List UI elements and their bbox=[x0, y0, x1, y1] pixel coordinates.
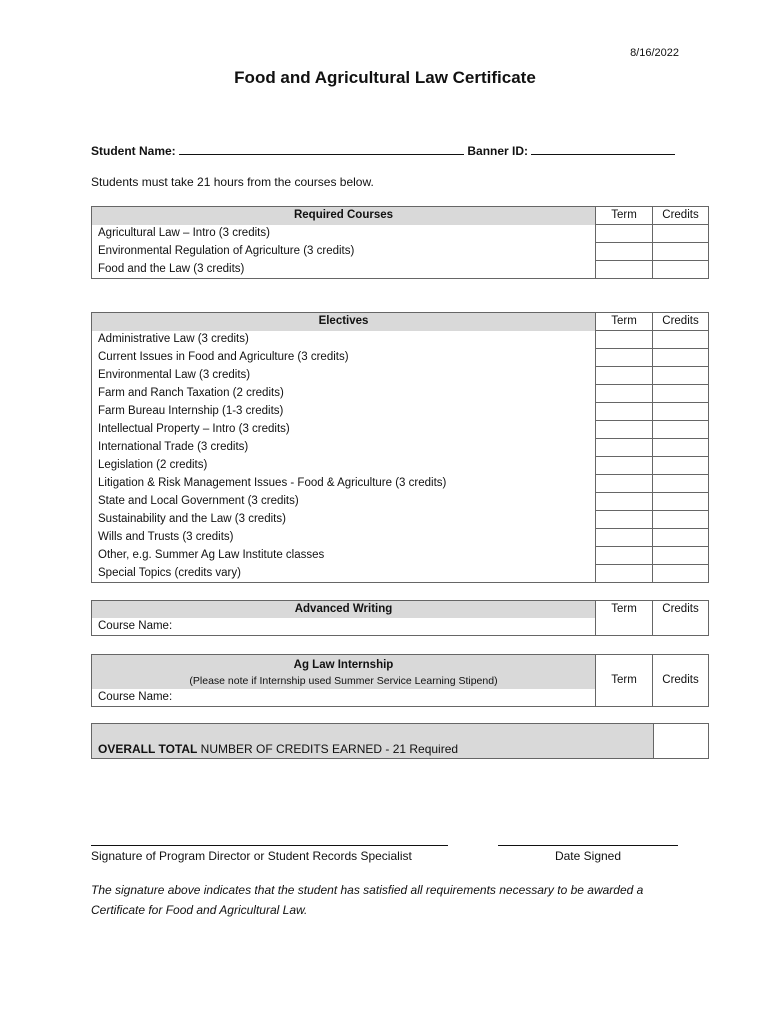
credits-cell[interactable] bbox=[653, 261, 709, 279]
course-name: Current Issues in Food and Agriculture (3 credits) bbox=[92, 349, 596, 367]
course-name: Administrative Law (3 credits) bbox=[92, 331, 596, 349]
intro-text: Students must take 21 hours from the courses below. bbox=[91, 175, 374, 189]
course-name: Farm Bureau Internship (1-3 credits) bbox=[92, 403, 596, 421]
credits-cell[interactable] bbox=[653, 403, 709, 421]
term-cell[interactable] bbox=[596, 493, 653, 511]
course-row bbox=[92, 331, 709, 349]
required-courses-table bbox=[91, 206, 709, 279]
term-cell[interactable] bbox=[596, 529, 653, 547]
student-fields bbox=[91, 142, 675, 158]
course-name: Other, e.g. Summer Ag Law Institute classes bbox=[92, 547, 596, 565]
overall-total-rest: NUMBER OF CREDITS EARNED - 21 Required bbox=[197, 742, 459, 756]
course-row bbox=[92, 529, 709, 547]
term-header: Term bbox=[596, 655, 653, 707]
credits-cell[interactable] bbox=[653, 349, 709, 367]
document-date: 8/16/2022 bbox=[630, 47, 679, 59]
term-cell[interactable] bbox=[596, 349, 653, 367]
term-cell[interactable] bbox=[596, 225, 653, 243]
course-row bbox=[92, 475, 709, 493]
term-cell[interactable] bbox=[596, 261, 653, 279]
course-row bbox=[92, 565, 709, 583]
course-name: International Trade (3 credits) bbox=[92, 439, 596, 457]
course-row bbox=[92, 349, 709, 367]
course-row bbox=[92, 243, 709, 261]
course-name: Environmental Law (3 credits) bbox=[92, 367, 596, 385]
internship-table bbox=[91, 654, 709, 707]
advanced-writing-table bbox=[91, 600, 709, 636]
overall-total-bold: OVERALL TOTAL bbox=[98, 742, 198, 756]
course-name: Farm and Ranch Taxation (2 credits) bbox=[92, 385, 596, 403]
credits-header: Credits bbox=[653, 601, 709, 636]
credits-cell[interactable] bbox=[653, 385, 709, 403]
term-cell[interactable] bbox=[596, 367, 653, 385]
course-row bbox=[92, 385, 709, 403]
term-cell[interactable] bbox=[596, 331, 653, 349]
student-name-label: Student Name: bbox=[91, 144, 176, 158]
course-row bbox=[92, 261, 709, 279]
credits-cell[interactable] bbox=[653, 475, 709, 493]
term-header: Term bbox=[596, 601, 653, 636]
course-row bbox=[92, 493, 709, 511]
term-cell[interactable] bbox=[596, 243, 653, 261]
term-cell[interactable] bbox=[596, 565, 653, 583]
course-row bbox=[92, 439, 709, 457]
page-title: Food and Agricultural Law Certificate bbox=[234, 68, 536, 87]
credits-cell[interactable] bbox=[653, 547, 709, 565]
banner-id-label: Banner ID: bbox=[467, 144, 529, 158]
student-name-line[interactable] bbox=[179, 142, 464, 155]
course-name: Special Topics (credits vary) bbox=[92, 565, 596, 583]
credits-cell[interactable] bbox=[653, 457, 709, 475]
overall-total-label bbox=[92, 724, 654, 758]
advanced-writing-course-name[interactable]: Course Name: bbox=[92, 618, 596, 636]
credits-header: Credits bbox=[653, 313, 709, 331]
course-row bbox=[92, 225, 709, 243]
internship-heading-cell bbox=[92, 655, 596, 690]
overall-total-box bbox=[91, 723, 709, 759]
required-heading: Required Courses bbox=[92, 207, 596, 225]
course-name: Wills and Trusts (3 credits) bbox=[92, 529, 596, 547]
credits-cell[interactable] bbox=[653, 565, 709, 583]
course-name: Sustainability and the Law (3 credits) bbox=[92, 511, 596, 529]
internship-course-name[interactable]: Course Name: bbox=[92, 689, 596, 707]
term-cell[interactable] bbox=[596, 421, 653, 439]
course-row bbox=[92, 457, 709, 475]
electives-heading: Electives bbox=[92, 313, 596, 331]
certification-note: The signature above indicates that the student has satisfied all requirements necessary to be awarded a Certificate for Food and Agricultural Law. bbox=[91, 883, 644, 917]
course-row bbox=[92, 421, 709, 439]
credits-cell[interactable] bbox=[653, 367, 709, 385]
credits-cell[interactable] bbox=[653, 421, 709, 439]
term-cell[interactable] bbox=[596, 385, 653, 403]
course-name: Intellectual Property – Intro (3 credits) bbox=[92, 421, 596, 439]
course-name: Environmental Regulation of Agriculture (3 credits) bbox=[92, 243, 596, 261]
signature-label: Signature of Program Director or Student Records Specialist bbox=[91, 849, 412, 863]
term-header: Term bbox=[596, 207, 653, 225]
electives-table bbox=[91, 312, 709, 583]
course-name: Litigation & Risk Management Issues - Food & Agriculture (3 credits) bbox=[92, 475, 596, 493]
course-row bbox=[92, 403, 709, 421]
credits-cell[interactable] bbox=[653, 493, 709, 511]
internship-heading: Ag Law Internship bbox=[293, 658, 394, 671]
signature-line[interactable] bbox=[91, 845, 448, 846]
term-cell[interactable] bbox=[596, 547, 653, 565]
credits-cell[interactable] bbox=[653, 225, 709, 243]
term-cell[interactable] bbox=[596, 403, 653, 421]
credits-header: Credits bbox=[653, 655, 709, 707]
course-row bbox=[92, 367, 709, 385]
course-name: Food and the Law (3 credits) bbox=[92, 261, 596, 279]
internship-subheading: (Please note if Internship used Summer Service Learning Stipend) bbox=[189, 674, 498, 687]
term-header: Term bbox=[596, 313, 653, 331]
credits-cell[interactable] bbox=[653, 243, 709, 261]
course-name: State and Local Government (3 credits) bbox=[92, 493, 596, 511]
credits-header: Credits bbox=[653, 207, 709, 225]
course-row bbox=[92, 511, 709, 529]
course-row bbox=[92, 547, 709, 565]
course-name: Agricultural Law – Intro (3 credits) bbox=[92, 225, 596, 243]
date-signed-label: Date Signed bbox=[554, 849, 622, 863]
term-cell[interactable] bbox=[596, 475, 653, 493]
course-name: Legislation (2 credits) bbox=[92, 457, 596, 475]
credits-cell[interactable] bbox=[653, 331, 709, 349]
term-cell[interactable] bbox=[596, 457, 653, 475]
term-cell[interactable] bbox=[596, 511, 653, 529]
date-signed-line[interactable] bbox=[498, 845, 678, 846]
credits-cell[interactable] bbox=[653, 529, 709, 547]
credits-cell[interactable] bbox=[653, 439, 709, 457]
banner-id-line[interactable] bbox=[531, 142, 675, 155]
term-cell[interactable] bbox=[596, 439, 653, 457]
credits-cell[interactable] bbox=[653, 511, 709, 529]
overall-total-value[interactable] bbox=[653, 724, 708, 758]
advanced-writing-heading: Advanced Writing bbox=[92, 601, 596, 619]
